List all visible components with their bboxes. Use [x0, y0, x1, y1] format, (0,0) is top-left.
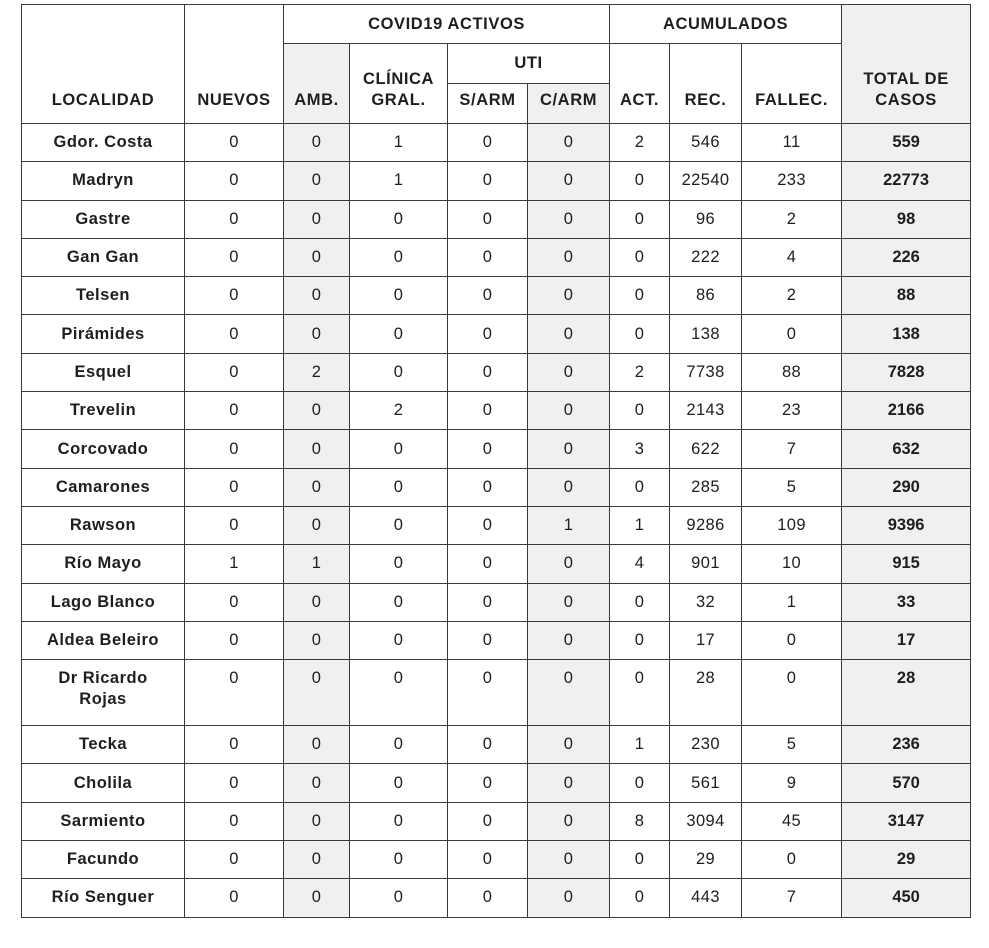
cell-localidad: Esquel	[22, 353, 185, 391]
cell-nuevos: 0	[185, 238, 284, 276]
cell-nuevos: 0	[185, 392, 284, 430]
cell-c-arm: 0	[528, 353, 610, 391]
cell-s-arm: 0	[448, 764, 528, 802]
cell-act: 0	[610, 162, 670, 200]
cell-act: 0	[610, 621, 670, 659]
table-row	[22, 879, 971, 917]
header-rec: REC.	[670, 44, 742, 124]
cell-fallec: 11	[742, 124, 842, 162]
cell-rec: 86	[670, 277, 742, 315]
cell-clinica-gral: 0	[350, 841, 448, 879]
cell-fallec: 109	[742, 506, 842, 544]
cell-clinica-gral: 0	[350, 353, 448, 391]
cell-fallec: 2	[742, 277, 842, 315]
cell-amb: 0	[284, 277, 350, 315]
cell-nuevos: 0	[185, 841, 284, 879]
cell-amb: 0	[284, 238, 350, 276]
table-row	[22, 238, 971, 276]
cell-fallec: 23	[742, 392, 842, 430]
cell-c-arm: 0	[528, 392, 610, 430]
cell-c-arm: 0	[528, 621, 610, 659]
cell-amb: 0	[284, 315, 350, 353]
table-row	[22, 726, 971, 764]
cell-rec: 222	[670, 238, 742, 276]
cell-rec: 285	[670, 468, 742, 506]
cell-clinica-gral: 1	[350, 124, 448, 162]
table-row	[22, 468, 971, 506]
header-uti: UTI	[448, 44, 610, 84]
cell-localidad: Río Mayo	[22, 545, 185, 583]
cell-act: 3	[610, 430, 670, 468]
table-row	[22, 802, 971, 840]
cell-c-arm: 0	[528, 238, 610, 276]
cell-nuevos: 0	[185, 200, 284, 238]
cell-nuevos: 0	[185, 621, 284, 659]
cell-fallec: 9	[742, 764, 842, 802]
cell-total-casos: 9396	[842, 506, 971, 544]
cell-s-arm: 0	[448, 802, 528, 840]
cell-total-casos: 33	[842, 583, 971, 621]
cell-c-arm: 0	[528, 468, 610, 506]
cell-total-casos: 632	[842, 430, 971, 468]
cell-total-casos: 28	[842, 660, 971, 726]
cell-amb: 2	[284, 353, 350, 391]
cell-act: 1	[610, 726, 670, 764]
cell-amb: 0	[284, 430, 350, 468]
cell-amb: 0	[284, 660, 350, 726]
cell-fallec: 5	[742, 468, 842, 506]
cell-c-arm: 0	[528, 764, 610, 802]
cell-total-casos: 226	[842, 238, 971, 276]
cell-total-casos: 22773	[842, 162, 971, 200]
header-covid-activos: COVID19 ACTIVOS	[284, 5, 610, 44]
cell-nuevos: 0	[185, 468, 284, 506]
header-amb: AMB.	[284, 44, 350, 124]
cell-rec: 901	[670, 545, 742, 583]
cell-localidad: Corcovado	[22, 430, 185, 468]
cell-localidad: Río Senguer	[22, 879, 185, 917]
cell-localidad: Camarones	[22, 468, 185, 506]
header-s-arm: S/ARM	[448, 84, 528, 124]
cell-rec: 29	[670, 841, 742, 879]
cell-fallec: 233	[742, 162, 842, 200]
cell-total-casos: 3147	[842, 802, 971, 840]
covid-cases-table	[21, 4, 971, 918]
cell-c-arm: 0	[528, 841, 610, 879]
cell-c-arm: 0	[528, 726, 610, 764]
cell-fallec: 5	[742, 726, 842, 764]
cell-amb: 0	[284, 621, 350, 659]
cell-clinica-gral: 0	[350, 660, 448, 726]
cell-clinica-gral: 0	[350, 545, 448, 583]
cell-clinica-gral: 0	[350, 430, 448, 468]
cell-act: 2	[610, 124, 670, 162]
cell-rec: 3094	[670, 802, 742, 840]
cell-fallec: 1	[742, 583, 842, 621]
cell-s-arm: 0	[448, 430, 528, 468]
table-row	[22, 660, 971, 726]
cell-total-casos: 236	[842, 726, 971, 764]
cell-act: 8	[610, 802, 670, 840]
cell-c-arm: 0	[528, 315, 610, 353]
table-row	[22, 841, 971, 879]
cell-act: 0	[610, 392, 670, 430]
cell-rec: 9286	[670, 506, 742, 544]
table-body	[22, 124, 971, 918]
cell-fallec: 7	[742, 879, 842, 917]
cell-nuevos: 1	[185, 545, 284, 583]
cell-clinica-gral: 0	[350, 468, 448, 506]
cell-act: 2	[610, 353, 670, 391]
cell-nuevos: 0	[185, 726, 284, 764]
cell-nuevos: 0	[185, 430, 284, 468]
cell-act: 0	[610, 200, 670, 238]
cell-localidad: Dr Ricardo Rojas	[22, 660, 185, 726]
cell-s-arm: 0	[448, 353, 528, 391]
cell-amb: 0	[284, 879, 350, 917]
cell-s-arm: 0	[448, 162, 528, 200]
cell-act: 0	[610, 238, 670, 276]
cell-amb: 0	[284, 506, 350, 544]
cell-localidad: Aldea Beleiro	[22, 621, 185, 659]
cell-c-arm: 0	[528, 430, 610, 468]
table-row	[22, 315, 971, 353]
cell-c-arm: 0	[528, 124, 610, 162]
cell-s-arm: 0	[448, 468, 528, 506]
table-row	[22, 506, 971, 544]
cell-clinica-gral: 0	[350, 621, 448, 659]
cell-localidad: Tecka	[22, 726, 185, 764]
cell-total-casos: 915	[842, 545, 971, 583]
cell-rec: 96	[670, 200, 742, 238]
cell-fallec: 4	[742, 238, 842, 276]
cell-nuevos: 0	[185, 124, 284, 162]
cell-amb: 1	[284, 545, 350, 583]
cell-fallec: 0	[742, 621, 842, 659]
cell-localidad: Gan Gan	[22, 238, 185, 276]
cell-rec: 546	[670, 124, 742, 162]
cell-rec: 622	[670, 430, 742, 468]
cell-act: 4	[610, 545, 670, 583]
cell-s-arm: 0	[448, 506, 528, 544]
cell-c-arm: 0	[528, 879, 610, 917]
table-row	[22, 162, 971, 200]
cell-nuevos: 0	[185, 764, 284, 802]
cell-fallec: 7	[742, 430, 842, 468]
cell-s-arm: 0	[448, 660, 528, 726]
cell-clinica-gral: 2	[350, 392, 448, 430]
cell-nuevos: 0	[185, 353, 284, 391]
table-row	[22, 764, 971, 802]
cell-act: 0	[610, 468, 670, 506]
header-acumulados: ACUMULADOS	[610, 5, 842, 44]
cell-localidad: Sarmiento	[22, 802, 185, 840]
cell-clinica-gral: 0	[350, 726, 448, 764]
cell-act: 0	[610, 764, 670, 802]
cell-clinica-gral: 0	[350, 764, 448, 802]
cell-c-arm: 0	[528, 660, 610, 726]
cell-clinica-gral: 0	[350, 802, 448, 840]
cell-localidad: Cholila	[22, 764, 185, 802]
cell-s-arm: 0	[448, 841, 528, 879]
cell-act: 0	[610, 879, 670, 917]
cell-localidad: Gastre	[22, 200, 185, 238]
cell-amb: 0	[284, 124, 350, 162]
cell-rec: 2143	[670, 392, 742, 430]
cell-clinica-gral: 0	[350, 238, 448, 276]
cell-c-arm: 0	[528, 802, 610, 840]
cell-clinica-gral: 0	[350, 277, 448, 315]
cell-s-arm: 0	[448, 583, 528, 621]
cell-nuevos: 0	[185, 277, 284, 315]
cell-fallec: 88	[742, 353, 842, 391]
cell-total-casos: 2166	[842, 392, 971, 430]
header-fallec: FALLEC.	[742, 44, 842, 124]
cell-fallec: 0	[742, 660, 842, 726]
cell-amb: 0	[284, 726, 350, 764]
cell-rec: 22540	[670, 162, 742, 200]
cell-total-casos: 290	[842, 468, 971, 506]
cell-rec: 32	[670, 583, 742, 621]
cell-s-arm: 0	[448, 726, 528, 764]
cell-act: 0	[610, 841, 670, 879]
cell-fallec: 0	[742, 841, 842, 879]
cell-amb: 0	[284, 764, 350, 802]
cell-fallec: 10	[742, 545, 842, 583]
cell-act: 0	[610, 315, 670, 353]
table-row	[22, 392, 971, 430]
cell-rec: 230	[670, 726, 742, 764]
table-row	[22, 430, 971, 468]
cell-clinica-gral: 0	[350, 315, 448, 353]
cell-clinica-gral: 1	[350, 162, 448, 200]
cell-localidad: Trevelin	[22, 392, 185, 430]
table-row	[22, 124, 971, 162]
cell-fallec: 45	[742, 802, 842, 840]
cell-rec: 7738	[670, 353, 742, 391]
cell-s-arm: 0	[448, 315, 528, 353]
table-row	[22, 200, 971, 238]
cell-s-arm: 0	[448, 200, 528, 238]
cell-amb: 0	[284, 200, 350, 238]
cell-localidad: Telsen	[22, 277, 185, 315]
cell-total-casos: 138	[842, 315, 971, 353]
cell-localidad: Rawson	[22, 506, 185, 544]
cell-s-arm: 0	[448, 392, 528, 430]
cell-c-arm: 0	[528, 162, 610, 200]
cell-rec: 17	[670, 621, 742, 659]
cell-total-casos: 7828	[842, 353, 971, 391]
table-row	[22, 583, 971, 621]
cell-total-casos: 29	[842, 841, 971, 879]
cell-total-casos: 98	[842, 200, 971, 238]
table-row	[22, 277, 971, 315]
cell-total-casos: 570	[842, 764, 971, 802]
cell-act: 0	[610, 660, 670, 726]
cell-total-casos: 17	[842, 621, 971, 659]
cell-nuevos: 0	[185, 162, 284, 200]
cell-c-arm: 0	[528, 545, 610, 583]
cell-amb: 0	[284, 802, 350, 840]
cell-amb: 0	[284, 162, 350, 200]
cell-nuevos: 0	[185, 879, 284, 917]
cell-total-casos: 88	[842, 277, 971, 315]
header-act: ACT.	[610, 44, 670, 124]
cell-localidad: Facundo	[22, 841, 185, 879]
cell-amb: 0	[284, 392, 350, 430]
cell-amb: 0	[284, 468, 350, 506]
cell-act: 1	[610, 506, 670, 544]
cell-s-arm: 0	[448, 621, 528, 659]
cell-clinica-gral: 0	[350, 583, 448, 621]
cell-nuevos: 0	[185, 583, 284, 621]
table-row	[22, 545, 971, 583]
cell-nuevos: 0	[185, 506, 284, 544]
cell-s-arm: 0	[448, 879, 528, 917]
cell-localidad: Madryn	[22, 162, 185, 200]
cell-amb: 0	[284, 583, 350, 621]
cell-act: 0	[610, 583, 670, 621]
header-c-arm: C/ARM	[528, 84, 610, 124]
cell-localidad: Gdor. Costa	[22, 124, 185, 162]
cell-clinica-gral: 0	[350, 879, 448, 917]
cell-nuevos: 0	[185, 660, 284, 726]
cell-rec: 138	[670, 315, 742, 353]
cell-total-casos: 450	[842, 879, 971, 917]
cell-c-arm: 0	[528, 583, 610, 621]
cell-s-arm: 0	[448, 277, 528, 315]
cell-clinica-gral: 0	[350, 200, 448, 238]
cell-c-arm: 1	[528, 506, 610, 544]
table-row	[22, 353, 971, 391]
cell-s-arm: 0	[448, 545, 528, 583]
header-nuevos: NUEVOS	[185, 5, 284, 124]
cell-rec: 561	[670, 764, 742, 802]
cell-c-arm: 0	[528, 200, 610, 238]
header-localidad: LOCALIDAD	[22, 5, 185, 124]
cell-fallec: 0	[742, 315, 842, 353]
cell-localidad: Pirámides	[22, 315, 185, 353]
cell-rec: 443	[670, 879, 742, 917]
cell-s-arm: 0	[448, 238, 528, 276]
cell-amb: 0	[284, 841, 350, 879]
cell-c-arm: 0	[528, 277, 610, 315]
cell-act: 0	[610, 277, 670, 315]
header-clinica-gral: CLÍNICA GRAL.	[350, 44, 448, 124]
table-row	[22, 621, 971, 659]
cell-clinica-gral: 0	[350, 506, 448, 544]
cell-fallec: 2	[742, 200, 842, 238]
cell-rec: 28	[670, 660, 742, 726]
cell-nuevos: 0	[185, 315, 284, 353]
header-total-casos: TOTAL DE CASOS	[842, 5, 971, 124]
cell-total-casos: 559	[842, 124, 971, 162]
cell-s-arm: 0	[448, 124, 528, 162]
cell-localidad: Lago Blanco	[22, 583, 185, 621]
cell-nuevos: 0	[185, 802, 284, 840]
